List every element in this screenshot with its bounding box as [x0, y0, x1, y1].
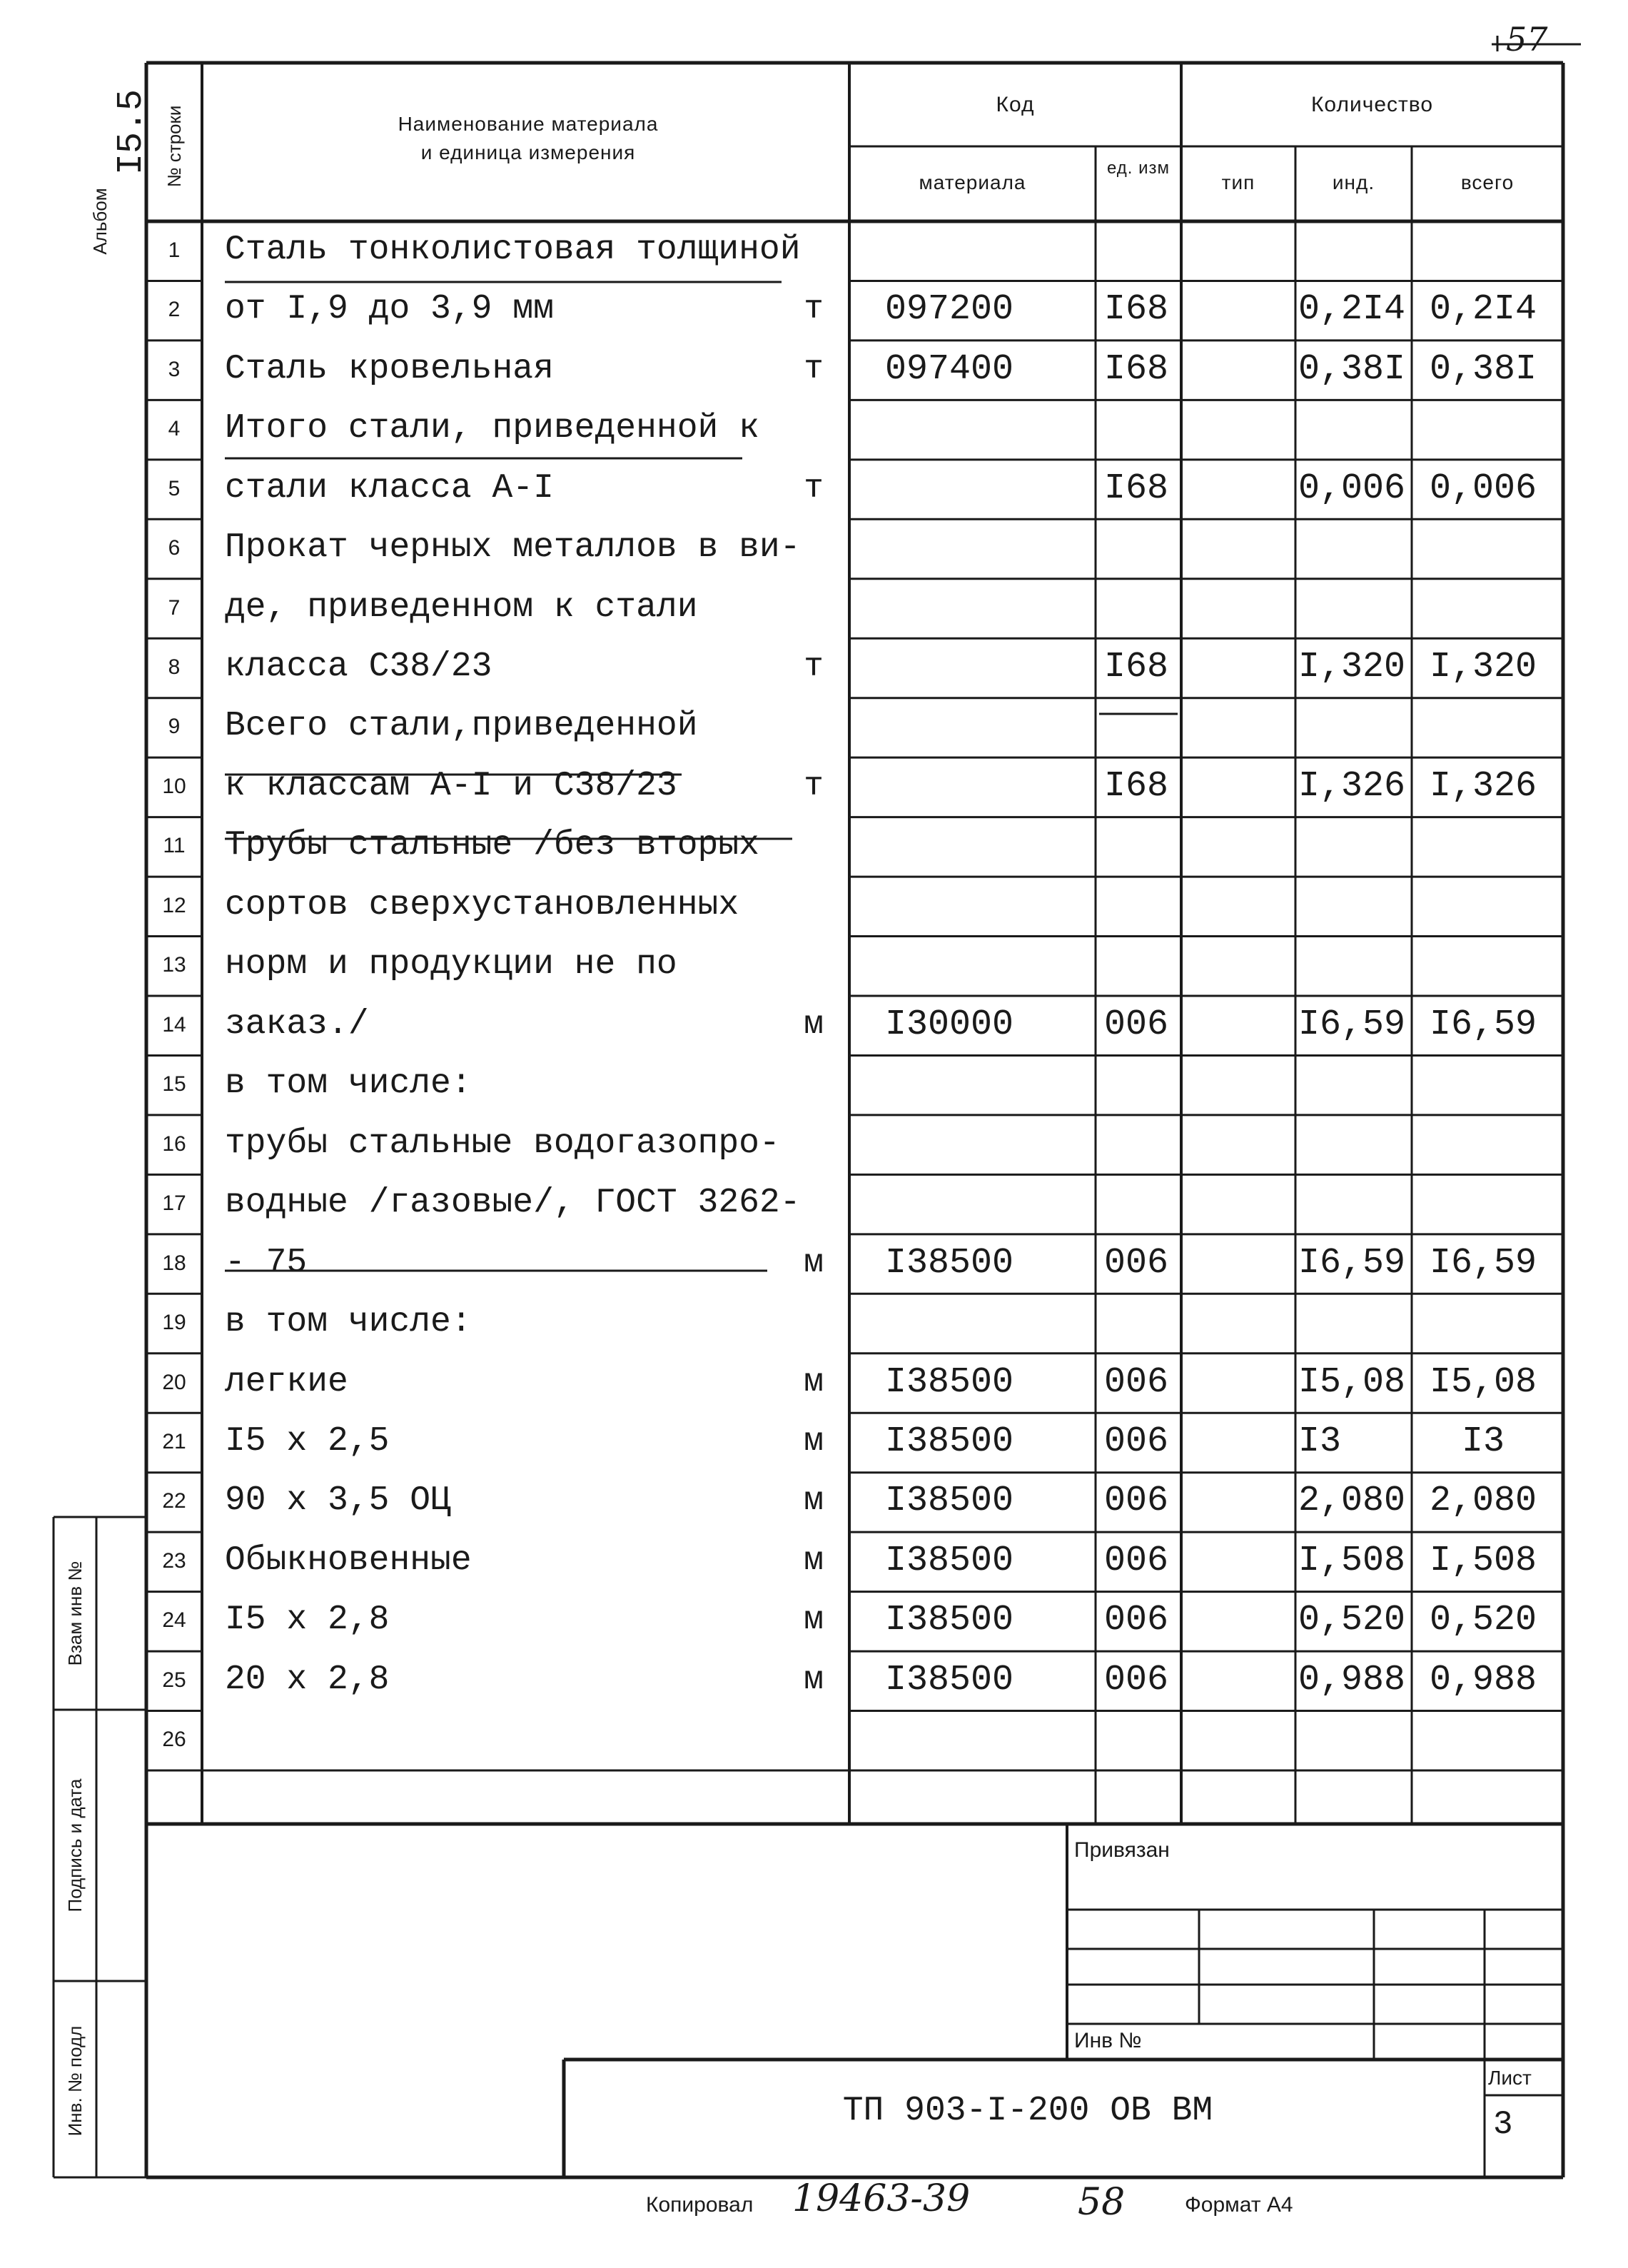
header-quantity: Количество — [1310, 93, 1434, 116]
row-name: норм и продукции не по — [225, 945, 677, 984]
row-unit: м — [804, 1006, 824, 1044]
row-qty-ind: I5,08 — [1298, 1362, 1406, 1403]
row-unit: т — [804, 470, 824, 508]
row-unit-code: 006 — [1104, 1243, 1169, 1284]
row-number: 22 — [162, 1489, 186, 1513]
page-number: 57 — [1506, 20, 1548, 59]
stamp-inv-no: Инв № — [1074, 2029, 1142, 2052]
row-number: 3 — [168, 358, 181, 382]
row-material-code: I38500 — [885, 1660, 1014, 1700]
row-qty-total: 0,38I — [1429, 349, 1537, 390]
row-number: 21 — [162, 1430, 186, 1454]
row-number: 7 — [168, 596, 181, 620]
footer-format: Формат А4 — [1185, 2193, 1293, 2217]
row-unit: т — [804, 351, 824, 388]
side-label-inv-podl: Инв. № подл — [64, 2025, 86, 2137]
row-name: 20 x 2,8 — [225, 1660, 390, 1700]
row-unit: м — [804, 1423, 824, 1461]
footer-copied-label: Копировал — [646, 2193, 754, 2217]
row-name: стали класса А-I — [225, 469, 554, 508]
row-unit: м — [804, 1542, 824, 1580]
row-material-code: I38500 — [885, 1362, 1014, 1403]
row-name: в том числе: — [225, 1303, 472, 1342]
side-label-podpis-data: Подпись и дата — [64, 1778, 86, 1912]
row-qty-ind: 0,988 — [1298, 1660, 1406, 1700]
row-name: Сталь кровельная — [225, 350, 554, 389]
row-unit: т — [804, 767, 824, 805]
row-qty-ind: I6,59 — [1298, 1004, 1406, 1045]
row-name: к классам А-I и С38/23 — [225, 767, 677, 806]
header-code-material: материала — [919, 171, 1026, 193]
row-number: 12 — [162, 894, 186, 918]
row-qty-ind: I3 — [1298, 1421, 1342, 1462]
row-name: де, приведенном к стали — [225, 588, 698, 628]
row-unit: т — [804, 291, 824, 328]
row-qty-ind: 0,006 — [1298, 468, 1406, 509]
row-name: Прокат черных металлов в ви- — [225, 528, 801, 568]
row-name: I5 x 2,5 — [225, 1422, 390, 1461]
row-unit: м — [804, 1244, 824, 1282]
row-name: трубы стальные водогазопро- — [225, 1124, 780, 1164]
row-unit-code: 006 — [1104, 1481, 1169, 1521]
row-qty-ind: I,508 — [1298, 1541, 1406, 1581]
row-unit-code: I68 — [1104, 766, 1169, 807]
row-qty-total: 2,080 — [1429, 1481, 1537, 1521]
side-label-vzam-inv: Взам инв № — [64, 1561, 86, 1666]
row-name: водные /газовые/, ГОСТ 3262- — [225, 1184, 801, 1223]
row-material-code: I38500 — [885, 1421, 1014, 1462]
row-number: 19 — [162, 1311, 186, 1335]
row-qty-ind: I,326 — [1298, 766, 1406, 807]
row-number: 11 — [163, 834, 186, 858]
row-unit-code: 006 — [1104, 1004, 1169, 1045]
header-name-line2: и единица измерения — [420, 141, 636, 163]
header-code-unit: ед. изм — [1106, 158, 1171, 178]
row-unit-code: 006 — [1104, 1541, 1169, 1581]
header-code: Код — [996, 93, 1035, 116]
row-number: 13 — [162, 953, 186, 977]
stamp-sheet-label: Лист — [1488, 2067, 1532, 2089]
row-name: - 75 — [225, 1244, 308, 1283]
row-material-code: 097400 — [885, 349, 1014, 390]
row-qty-total: I5,08 — [1429, 1362, 1537, 1403]
row-qty-total: I6,59 — [1429, 1243, 1537, 1284]
row-qty-ind: 0,2I4 — [1298, 289, 1406, 330]
header-name-line1: Наименование материала — [398, 113, 659, 135]
row-name: заказ./ — [225, 1005, 369, 1044]
row-number: 15 — [162, 1072, 186, 1097]
row-number: 24 — [162, 1608, 186, 1633]
row-unit-code: I68 — [1104, 468, 1169, 509]
row-unit-code: 006 — [1104, 1660, 1169, 1700]
row-number: 25 — [162, 1668, 186, 1693]
row-qty-ind: 2,080 — [1298, 1481, 1406, 1521]
row-unit-code: 006 — [1104, 1362, 1169, 1403]
row-unit: м — [804, 1364, 824, 1401]
row-name: класса С38/23 — [225, 647, 492, 687]
row-number: 18 — [162, 1251, 186, 1276]
row-name: сортов сверхустановленных — [225, 886, 739, 925]
footer-copied-value: 19463-39 — [792, 2177, 971, 2220]
row-number: 14 — [162, 1013, 186, 1037]
header-row-number: № строки — [163, 105, 185, 188]
row-material-code: I38500 — [885, 1243, 1014, 1284]
row-qty-ind: I6,59 — [1298, 1243, 1406, 1284]
album-number: I5.5 — [111, 89, 152, 176]
row-qty-total: 0,2I4 — [1429, 289, 1537, 330]
row-name: в том числе: — [225, 1064, 472, 1104]
row-qty-total: 0,988 — [1429, 1660, 1537, 1700]
header-qty-type: тип — [1221, 171, 1255, 193]
row-name: Сталь тонколистовая толщиной — [225, 231, 801, 270]
row-name: Обыкновенные — [225, 1541, 472, 1581]
row-unit-code: I68 — [1104, 349, 1169, 390]
row-unit-code: 006 — [1104, 1600, 1169, 1640]
row-material-code: I38500 — [885, 1600, 1014, 1640]
row-number: 20 — [162, 1371, 186, 1395]
row-number: 26 — [162, 1728, 186, 1752]
row-qty-ind: I,320 — [1298, 647, 1406, 687]
row-qty-total: I,326 — [1429, 766, 1537, 807]
row-number: 10 — [162, 775, 186, 799]
row-qty-total: I,508 — [1429, 1541, 1537, 1581]
stamp-linked: Привязан — [1074, 1838, 1170, 1862]
row-name: I5 x 2,8 — [225, 1601, 390, 1640]
stamp-designation: ТП 903-I-200 ОВ ВМ — [842, 2092, 1213, 2130]
row-number: 1 — [168, 238, 181, 263]
row-unit-code: 006 — [1104, 1421, 1169, 1462]
row-unit: м — [804, 1482, 824, 1520]
row-qty-total: I3 — [1461, 1421, 1505, 1462]
row-number: 6 — [168, 536, 181, 560]
row-number: 4 — [168, 417, 181, 441]
row-name: Итого стали, приведенной к — [225, 409, 759, 448]
row-unit: т — [804, 648, 824, 686]
row-unit: м — [804, 1601, 824, 1639]
row-material-code: I30000 — [885, 1004, 1014, 1045]
row-qty-total: 0,006 — [1429, 468, 1537, 509]
row-number: 5 — [168, 477, 181, 501]
row-number: 16 — [162, 1132, 186, 1156]
row-number: 2 — [168, 298, 181, 322]
row-name: 90 x 3,5 ОЦ — [225, 1481, 451, 1521]
row-unit-code: I68 — [1104, 289, 1169, 330]
row-number: 8 — [168, 655, 181, 680]
header-qty-ind: инд. — [1332, 171, 1375, 193]
row-material-code: I38500 — [885, 1481, 1014, 1521]
row-qty-total: 0,520 — [1429, 1600, 1537, 1640]
row-name: легкие — [225, 1363, 348, 1402]
row-name: от I,9 до 3,9 мм — [225, 290, 554, 329]
row-material-code: 097200 — [885, 289, 1014, 330]
row-qty-total: I6,59 — [1429, 1004, 1537, 1045]
row-qty-ind: 0,520 — [1298, 1600, 1406, 1640]
row-unit-code: I68 — [1104, 647, 1169, 687]
header-qty-total: всего — [1460, 171, 1515, 193]
footer-handwritten-page: 58 — [1078, 2181, 1126, 2224]
row-name: Трубы стальные /без вторых — [225, 826, 759, 865]
row-number: 17 — [162, 1191, 186, 1216]
row-number: 9 — [168, 715, 181, 739]
row-qty-ind: 0,38I — [1298, 349, 1406, 390]
row-unit: м — [804, 1661, 824, 1699]
row-number: 23 — [162, 1549, 186, 1573]
row-qty-total: I,320 — [1429, 647, 1537, 687]
row-name: Всего стали,приведенной — [225, 707, 698, 746]
stamp-sheet-number: 3 — [1493, 2106, 1513, 2143]
row-material-code: I38500 — [885, 1541, 1014, 1581]
album-label: Альбом — [89, 188, 111, 255]
